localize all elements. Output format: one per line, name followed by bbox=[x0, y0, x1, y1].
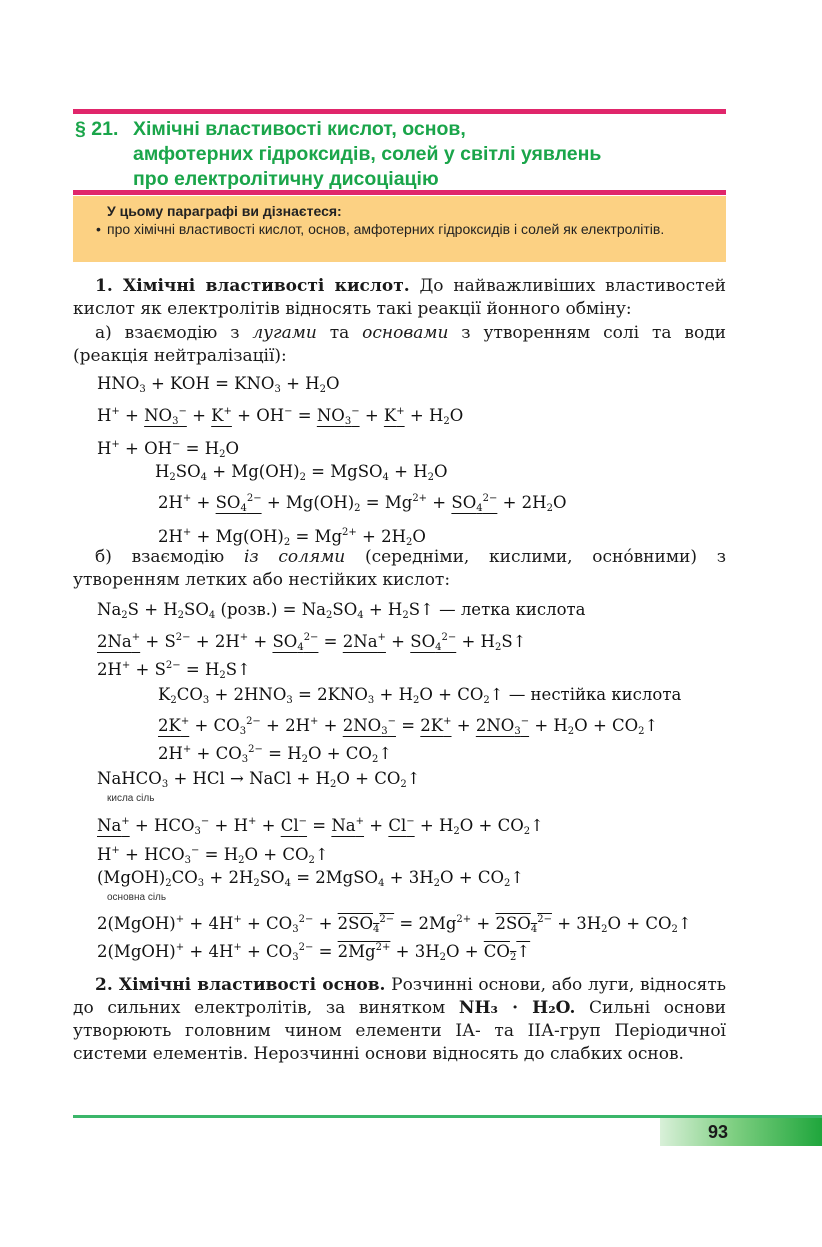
paragraph-salts: б) взаємодію із солями (середніми, кислими, осно́вними) з утворенням летких або нестійких кислот: bbox=[73, 547, 726, 590]
bullet-icon: • bbox=[96, 221, 101, 237]
equation: $(MgOH)_2CO_3 + 2H_2SO_4$ = 2MgSO$_4$ + $3H_2O$ + $CO_2↑$ bbox=[97, 868, 525, 889]
title-line-3: про електролітичну дисоціацію bbox=[133, 168, 439, 190]
learning-goals-box bbox=[73, 196, 726, 262]
learning-goals-item: • про хімічні властивості кислот, основ, амфотерних гідроксидів і солей як електролітів. bbox=[96, 221, 665, 237]
section-title bbox=[75, 117, 725, 192]
equation: $2H^+ + Mg(OH)_2 = Mg^{2+} + 2H_2O$ bbox=[158, 527, 426, 548]
equation: $2H^+ + SO_4^{2-} + Mg(OH)_2 = Mg^{2+} + SO_4^{2-} + 2H_2O$ bbox=[158, 493, 567, 514]
equation: $2Na^+ + S^{2-} + 2H^+ + SO_4^{2-} = 2Na^+ + SO_4^{2-}$ + $H_2S↑$ bbox=[97, 632, 527, 653]
volatile-acid-note: — летка кислота bbox=[439, 600, 586, 619]
equation: 2(MgOH)+ + $4H^+ + CO_3^{2-} + 2SO_4^{2-} = 2Mg^{2+} + 2SO_4^{2-} + 3H_2O$ + $CO_2↑$ bbox=[97, 914, 692, 935]
equation: $Na_2S + H_2SO_4$ (розв.) = $Na_2SO_4$ + $H_2S↑$ — летка кислота bbox=[97, 600, 586, 621]
equation: $K_2CO_3 + 2HNO_3 = 2KNO_3 + H_2O$ + $CO_2↑$ — нестійка кислота bbox=[158, 685, 682, 706]
learning-goals-heading: У цьому параграфі ви дізнаєтеся: bbox=[107, 203, 342, 219]
equation: 2(MgOH)+ + $4H^+ + CO_3^{2-} = 2Mg^{2+} + 3H_2O$ + $CO_2↑$ bbox=[97, 942, 531, 963]
paragraph-bases: 2. Хімічні властивості основ. Розчинні основи, або луги, відносять до сильних електролітів, за винятком NH₃ · H₂O. Сильні основи утворюють головним чином елементи ІА- та ІІА-груп Періодичної системи елементів. Нерозчинні основи відносять до слабких основ. bbox=[73, 975, 726, 1064]
paragraph-acids: 1. Хімічні властивості кислот. До найважливіших властивостей кислот як електролітів відносять такі реакції йонного обміну: bbox=[73, 276, 726, 319]
basic-salt-label: основна сіль bbox=[107, 892, 167, 903]
equation: $H^+ + HCO_3^- = H_2O$ + $CO_2↑$ bbox=[97, 845, 329, 866]
equation: $H^+ + NO_3^- + K^+ + OH^- = NO_3^- + K^+ + H_2O$ bbox=[97, 406, 464, 427]
title-line-2: амфотерних гідроксидів, солей у світлі уявлень bbox=[133, 143, 602, 165]
equation: $H^+ + OH^- = H_2O$ bbox=[97, 439, 240, 460]
equation: $Na^+ + HCO_3^- + H^+ + Cl^- = Na^+ + Cl^- + H_2O$ + $CO_2↑$ bbox=[97, 816, 544, 837]
section-number: § 21. bbox=[75, 118, 119, 140]
equation: NaHCO$_3$ + HCl → NaCl + $H_2O$ + $CO_2↑$ bbox=[97, 769, 421, 790]
unstable-acid-note: — нестійка кислота bbox=[508, 685, 682, 704]
equation: $2H^+ + S^{2-}$ = $H_2S↑$ bbox=[97, 660, 251, 681]
top-section-rule bbox=[73, 109, 726, 114]
page-number: 93 bbox=[707, 1122, 729, 1142]
paragraph-neutralization: а) взаємодію з лугами та основами з утворенням солі та води (реакція нейтралізації): bbox=[73, 323, 726, 366]
equation: $2K^+ + CO_3^{2-} + 2H^+ + 2NO_3^- = 2K^+ + 2NO_3^- + H_2O$ + $CO_2↑$ bbox=[158, 716, 659, 737]
equation: $2H^+ + CO_3^{2-} = H_2O$ + $CO_2↑$ bbox=[158, 744, 393, 765]
title-line-1: Хімічні властивості кислот, основ, bbox=[133, 118, 466, 140]
equation: $H_2SO_4 + Mg(OH)_2$ = MgSO$_4$ + $H_2O$ bbox=[155, 462, 448, 483]
acid-salt-label: кисла сіль bbox=[107, 793, 155, 804]
bottom-section-rule bbox=[73, 190, 726, 195]
equation: $HNO_3$ + KOH = $KNO_3 + H_2O$ bbox=[97, 374, 340, 395]
